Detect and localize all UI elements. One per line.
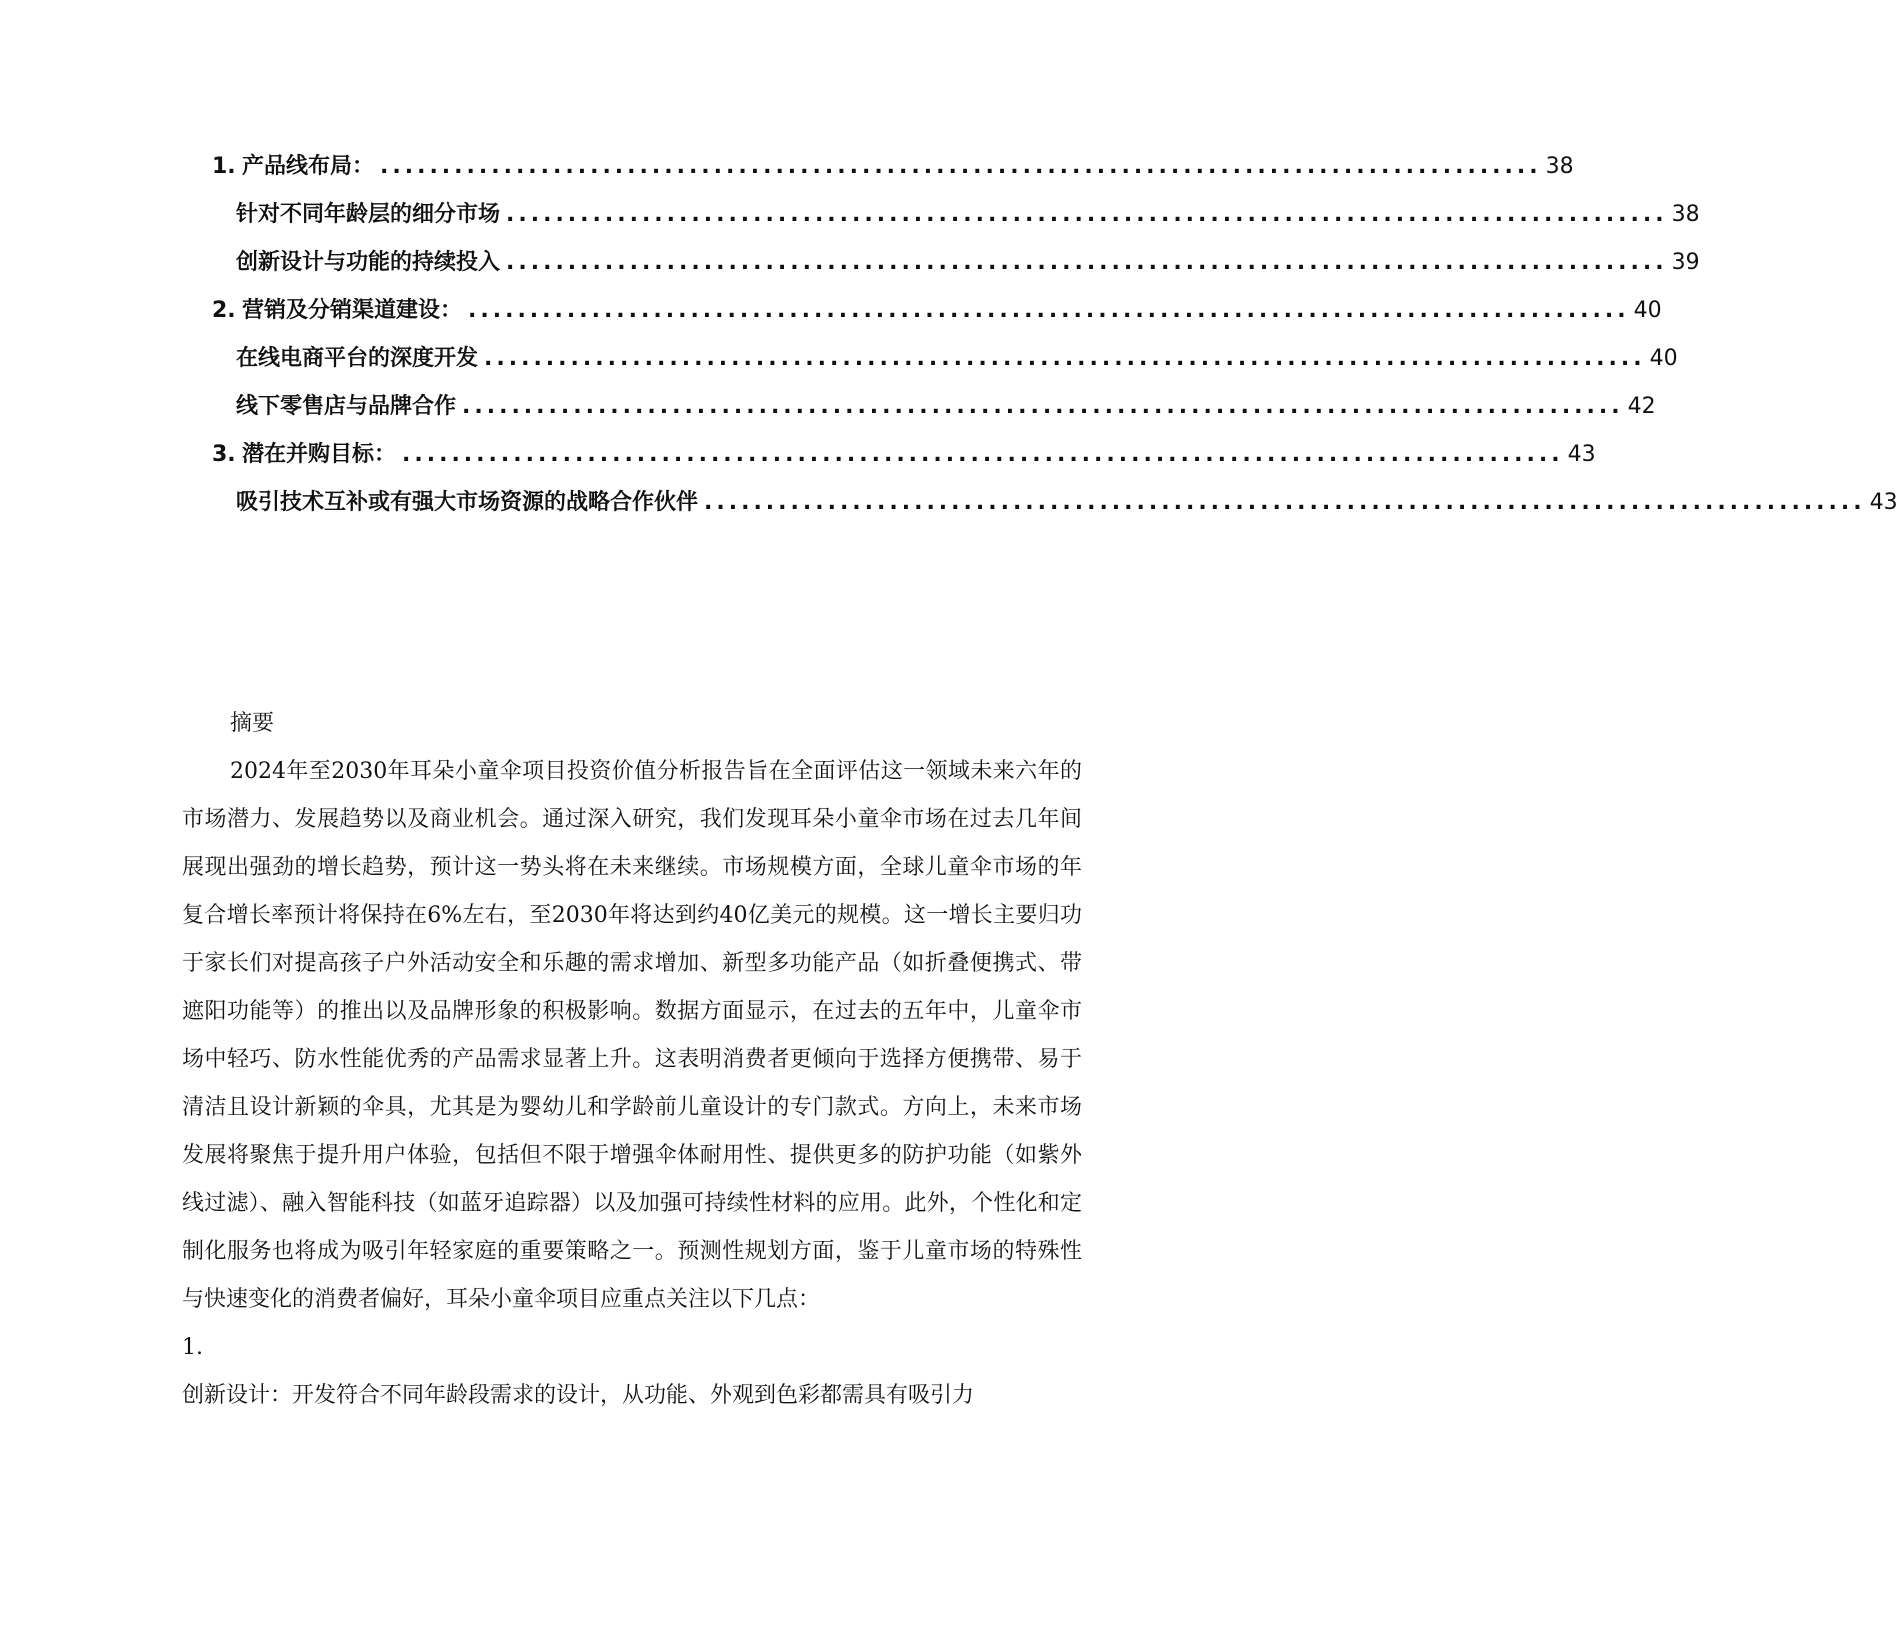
abstract-heading: 摘要	[230, 711, 275, 736]
abstract-paragraph: 2024年至2030年耳朵小童伞项目投资价值分析报告旨在全面评估这一领域未来六年的市场潜力、发展趋势以及商业机会。通过深入研究，我们发现耳朵小童伞市场在过去几年间展现出强劲的增长趋势，预计这一势头将在未来继续。市场规模方面，全球儿童伞市场的年复合增长率预计将保持在6%左右，至2030年将达到约40亿美元的规模。这一增长主要归功于家长们对提高孩子户外活动安全和乐趣的需求增加、新型多功能产品（如折叠便携式、带遮阳功能等）的推出以及品牌形象的积极影响。数据方面显示，在过去的五年中，儿童伞市场中轻巧、防水性能优秀的产品需求显著上升。这表明消费者更倾向于选择方便携带、易于清洁且设计新颖的伞具，尤其是为婴幼儿和学龄前儿童设计的专门款式。方向上，未来市场发展将聚焦于提升用户体验，包括但不限于增强伞体耐用性、提供更多的防护功能（如紫外线过滤）、融入智能科技（如蓝牙追踪器）以及加强可持续性材料的应用。此外，个性化和定制化服务也将成为吸引年轻家庭的重要策略之一。预测性规划方面，鉴于儿童市场的特殊性与快速变化的消费者偏好，耳朵小童伞项目应重点关注以下几点：	[182, 759, 1082, 1312]
list-item-number: 1.	[182, 1335, 203, 1360]
toc-entry-page: 38	[1545, 154, 1574, 179]
list-item-text: 创新设计：开发符合不同年龄段需求的设计，从功能、外观到色彩都需具有吸引力	[182, 1383, 975, 1408]
toc-entry-page: 40	[1633, 298, 1662, 323]
toc-entry-page: 43	[1869, 490, 1898, 515]
toc-entry-page: 43	[1567, 442, 1596, 467]
toc-entry[interactable]	[212, 143, 1574, 191]
toc-entry[interactable]	[212, 431, 1596, 479]
toc-entry-number: 3.	[212, 442, 236, 467]
table-of-contents	[212, 143, 1898, 527]
toc-entry[interactable]	[212, 287, 1662, 335]
toc-entry-title: 营销及分销渠道建设：	[242, 298, 463, 323]
toc-entry-page: 42	[1627, 394, 1656, 419]
toc-entry[interactable]	[212, 335, 1678, 383]
toc-entry-number: 1.	[212, 154, 236, 179]
toc-entry[interactable]	[212, 191, 1700, 239]
toc-entry-title: 吸引技术互补或有强大市场资源的战略合作伙伴	[236, 490, 699, 515]
toc-entry-number: 2.	[212, 298, 236, 323]
toc-entry-title: 创新设计与功能的持续投入	[236, 250, 501, 275]
toc-entry-page: 38	[1671, 202, 1700, 227]
toc-entry[interactable]	[212, 479, 1898, 527]
toc-leader-dots: ..............................................................................................	[462, 394, 1624, 419]
toc-entry-title: 在线电商平台的深度开发	[236, 346, 479, 371]
toc-entry-page: 39	[1671, 250, 1700, 275]
toc-leader-dots: ..............................................................................................	[402, 442, 1564, 467]
toc-leader-dots: ..............................................................................................	[380, 154, 1542, 179]
toc-leader-dots: ..............................................................................................	[704, 490, 1866, 515]
abstract-section	[182, 700, 1082, 1420]
toc-entry-title: 潜在并购目标：	[242, 442, 397, 467]
toc-leader-dots: ..............................................................................................	[506, 202, 1668, 227]
toc-leader-dots: ..............................................................................................	[506, 250, 1668, 275]
toc-entry[interactable]	[212, 239, 1700, 287]
toc-entry-title: 针对不同年龄层的细分市场	[236, 202, 501, 227]
toc-entry-page: 40	[1649, 346, 1678, 371]
toc-leader-dots: ..............................................................................................	[484, 346, 1646, 371]
toc-leader-dots: ..............................................................................................	[468, 298, 1630, 323]
toc-entry[interactable]	[212, 383, 1656, 431]
toc-entry-title: 线下零售店与品牌合作	[236, 394, 457, 419]
toc-entry-title: 产品线布局：	[242, 154, 375, 179]
